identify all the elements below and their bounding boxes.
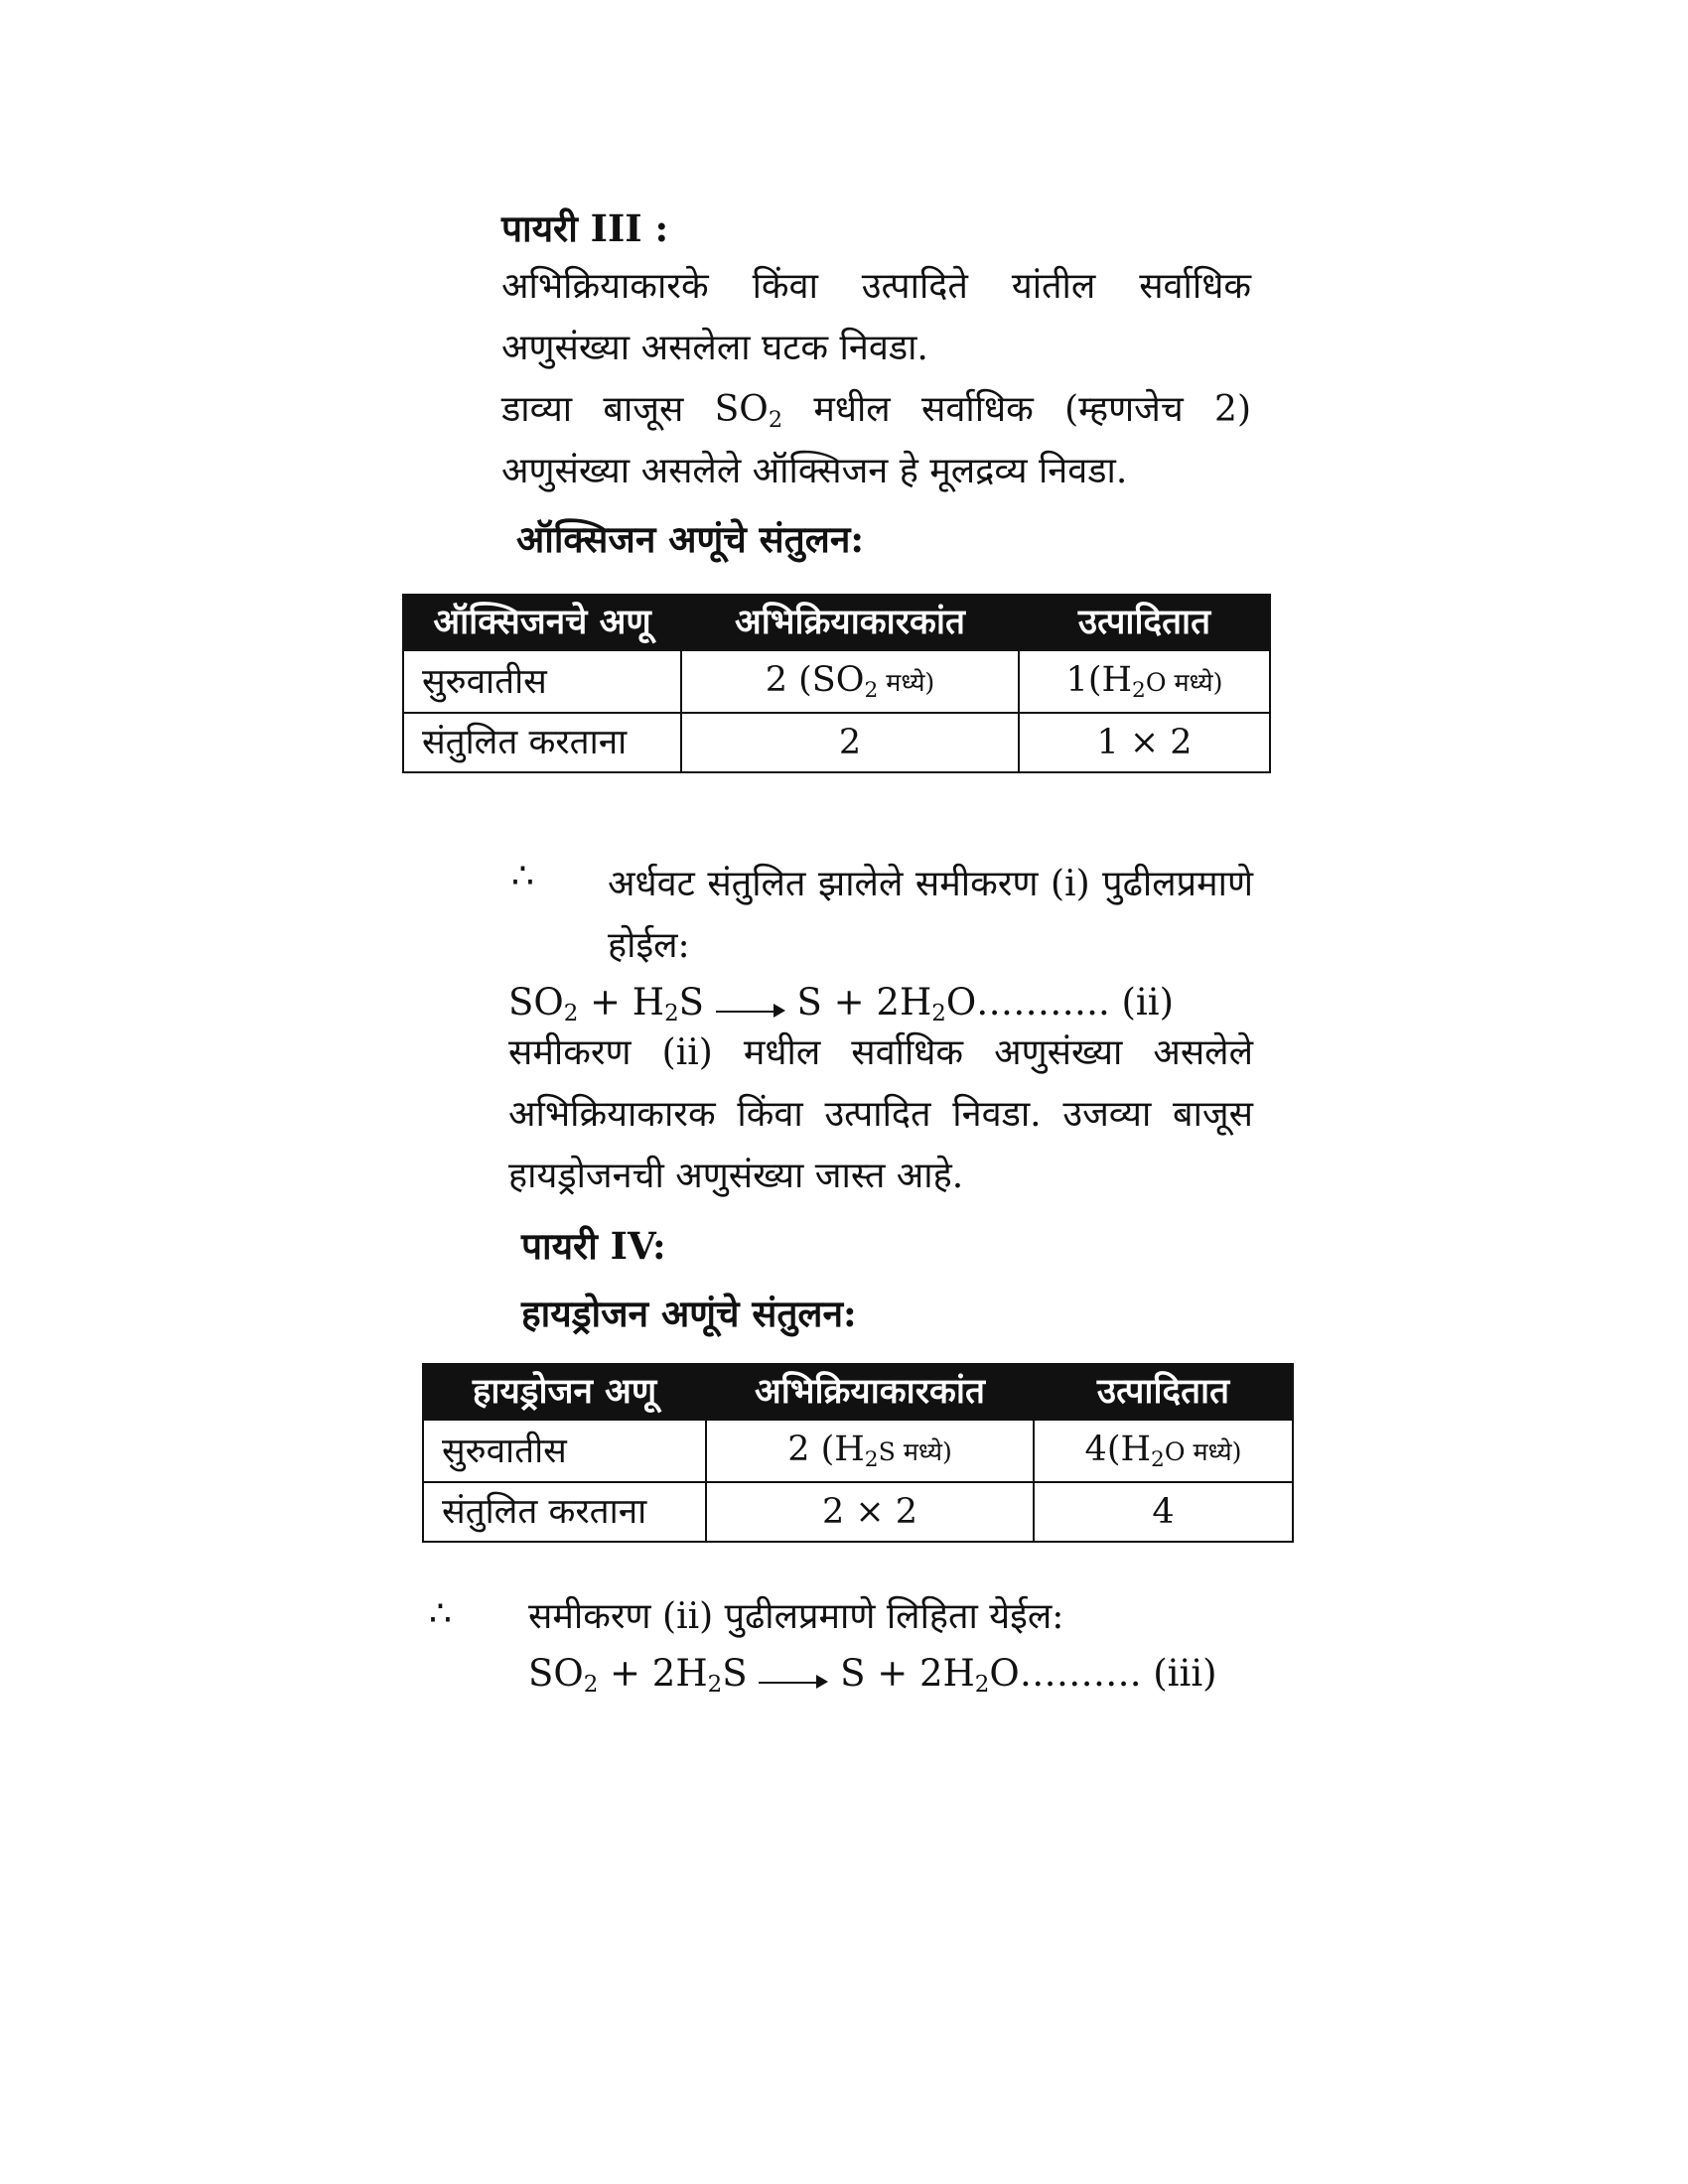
table-header-row: [403, 595, 1270, 650]
equation-iii: [528, 1646, 1278, 1702]
hydrogen-balance-heading: हायड्रोजन अणूंचे संतुलन:: [521, 1292, 857, 1335]
table-header-row: [423, 1364, 1293, 1420]
eq-subscript: 2: [974, 1672, 990, 1699]
product-cell: 4: [1034, 1482, 1293, 1542]
cell-subscript: 2: [864, 678, 879, 704]
eq-text: S + 2H: [784, 981, 932, 1024]
table-header-cell: हायड्रोजन अणू: [423, 1364, 706, 1420]
reactant-cell: [681, 650, 1019, 713]
row-label: संतुलित करताना: [423, 1482, 706, 1542]
table-row: [403, 713, 1270, 772]
table-header-cell: उत्पादितात: [1034, 1364, 1293, 1420]
step3-paragraph-1: अभिक्रियाकारके किंवा उत्पादिते यांतील सर्वाधिक अणुसंख्या असलेला घटक निवडा.: [501, 266, 1251, 368]
para2-text-a: डाव्या बाजूस SO: [501, 389, 769, 430]
product-cell: [1034, 1420, 1293, 1482]
hydrogen-balance-table: [422, 1363, 1294, 1543]
cell-text: 1(H: [1065, 660, 1132, 700]
cell-text: मध्ये): [878, 668, 935, 697]
oxygen-balance-table: [402, 594, 1271, 773]
cell-subscript: 2: [1151, 1447, 1165, 1473]
eq-text: O………. (iii): [989, 1652, 1217, 1695]
eq-text: SO: [508, 981, 564, 1024]
therefore-symbol: ∴: [511, 856, 534, 896]
eq-text: S: [678, 981, 705, 1024]
cell-text: S मध्ये): [878, 1437, 952, 1466]
eq-subscript: 2: [707, 1672, 723, 1699]
table-header-cell: ऑक्सिजनचे अणू: [403, 595, 681, 650]
cell-subscript: 2: [864, 1447, 879, 1473]
step3-paragraph-3: समीकरण (ii) मधील सर्वाधिक अणुसंख्या असलेले अभिक्रियाकारक किंवा उत्पादित निवडा. उजव्या बाजूस हायड्रोजनची अणुसंख्या जास्त आहे.: [508, 1032, 1253, 1196]
reactant-cell: 2: [681, 713, 1019, 772]
cell-subscript: 2: [1132, 678, 1146, 704]
table-header-cell: अभिक्रियाकारकांत: [706, 1364, 1034, 1420]
conclusion-1-text: अर्धवट संतुलित झालेले समीकरण (i) पुढीलप्रमाणे होईल:: [608, 864, 1253, 966]
oxygen-balance-heading: ऑक्सिजन अणूंचे संतुलन:: [516, 517, 865, 561]
eq-subscript: 2: [583, 1672, 599, 1699]
product-cell: [1019, 650, 1270, 713]
eq-subscript: 2: [931, 1001, 946, 1027]
eq-text: + H: [578, 981, 665, 1024]
eq-text: SO: [528, 1652, 584, 1695]
row-label: संतुलित करताना: [403, 713, 681, 772]
eq-subscript: 2: [563, 1001, 579, 1027]
product-cell: 1 × 2: [1019, 713, 1270, 772]
therefore-symbol: ∴: [429, 1593, 452, 1634]
table-header-cell: अभिक्रियाकारकांत: [681, 595, 1019, 650]
eq-text: S + 2H: [828, 1652, 975, 1695]
eq-text: + 2H: [598, 1652, 708, 1695]
table-header-cell: उत्पादितात: [1019, 595, 1270, 650]
cell-text: 2 (SO: [765, 660, 865, 700]
eq-text: O……….. (ii): [945, 981, 1174, 1024]
table-row: [403, 650, 1270, 713]
para2-subscript: 2: [768, 407, 783, 434]
para2-text-b: मधील सर्वाधिक (म्हणजेच 2) अणुसंख्या असलेले ऑक्सिजन हे मूलद्रव्य निवडा.: [501, 389, 1251, 491]
step3-heading: पायरी III :: [501, 206, 669, 250]
cell-text: O मध्ये): [1164, 1437, 1242, 1466]
cell-text: 2 (H: [787, 1430, 865, 1469]
reactant-cell: [706, 1420, 1034, 1482]
row-label: सुरुवातीस: [403, 650, 681, 713]
step3-paragraph-2: [501, 379, 1251, 502]
table-row: [423, 1420, 1293, 1482]
eq-text: S: [722, 1652, 748, 1695]
reactant-cell: 2 × 2: [706, 1482, 1034, 1542]
row-label: सुरुवातीस: [423, 1420, 706, 1482]
conclusion-2-text: समीकरण (ii) पुढीलप्रमाणे लिहिता येईल:: [528, 1596, 1064, 1637]
cell-text: 4(H: [1084, 1430, 1151, 1469]
step4-heading: पायरी IV:: [521, 1224, 666, 1268]
table-row: [423, 1482, 1293, 1542]
eq-subscript: 2: [664, 1001, 679, 1027]
cell-text: O मध्ये): [1145, 668, 1223, 697]
